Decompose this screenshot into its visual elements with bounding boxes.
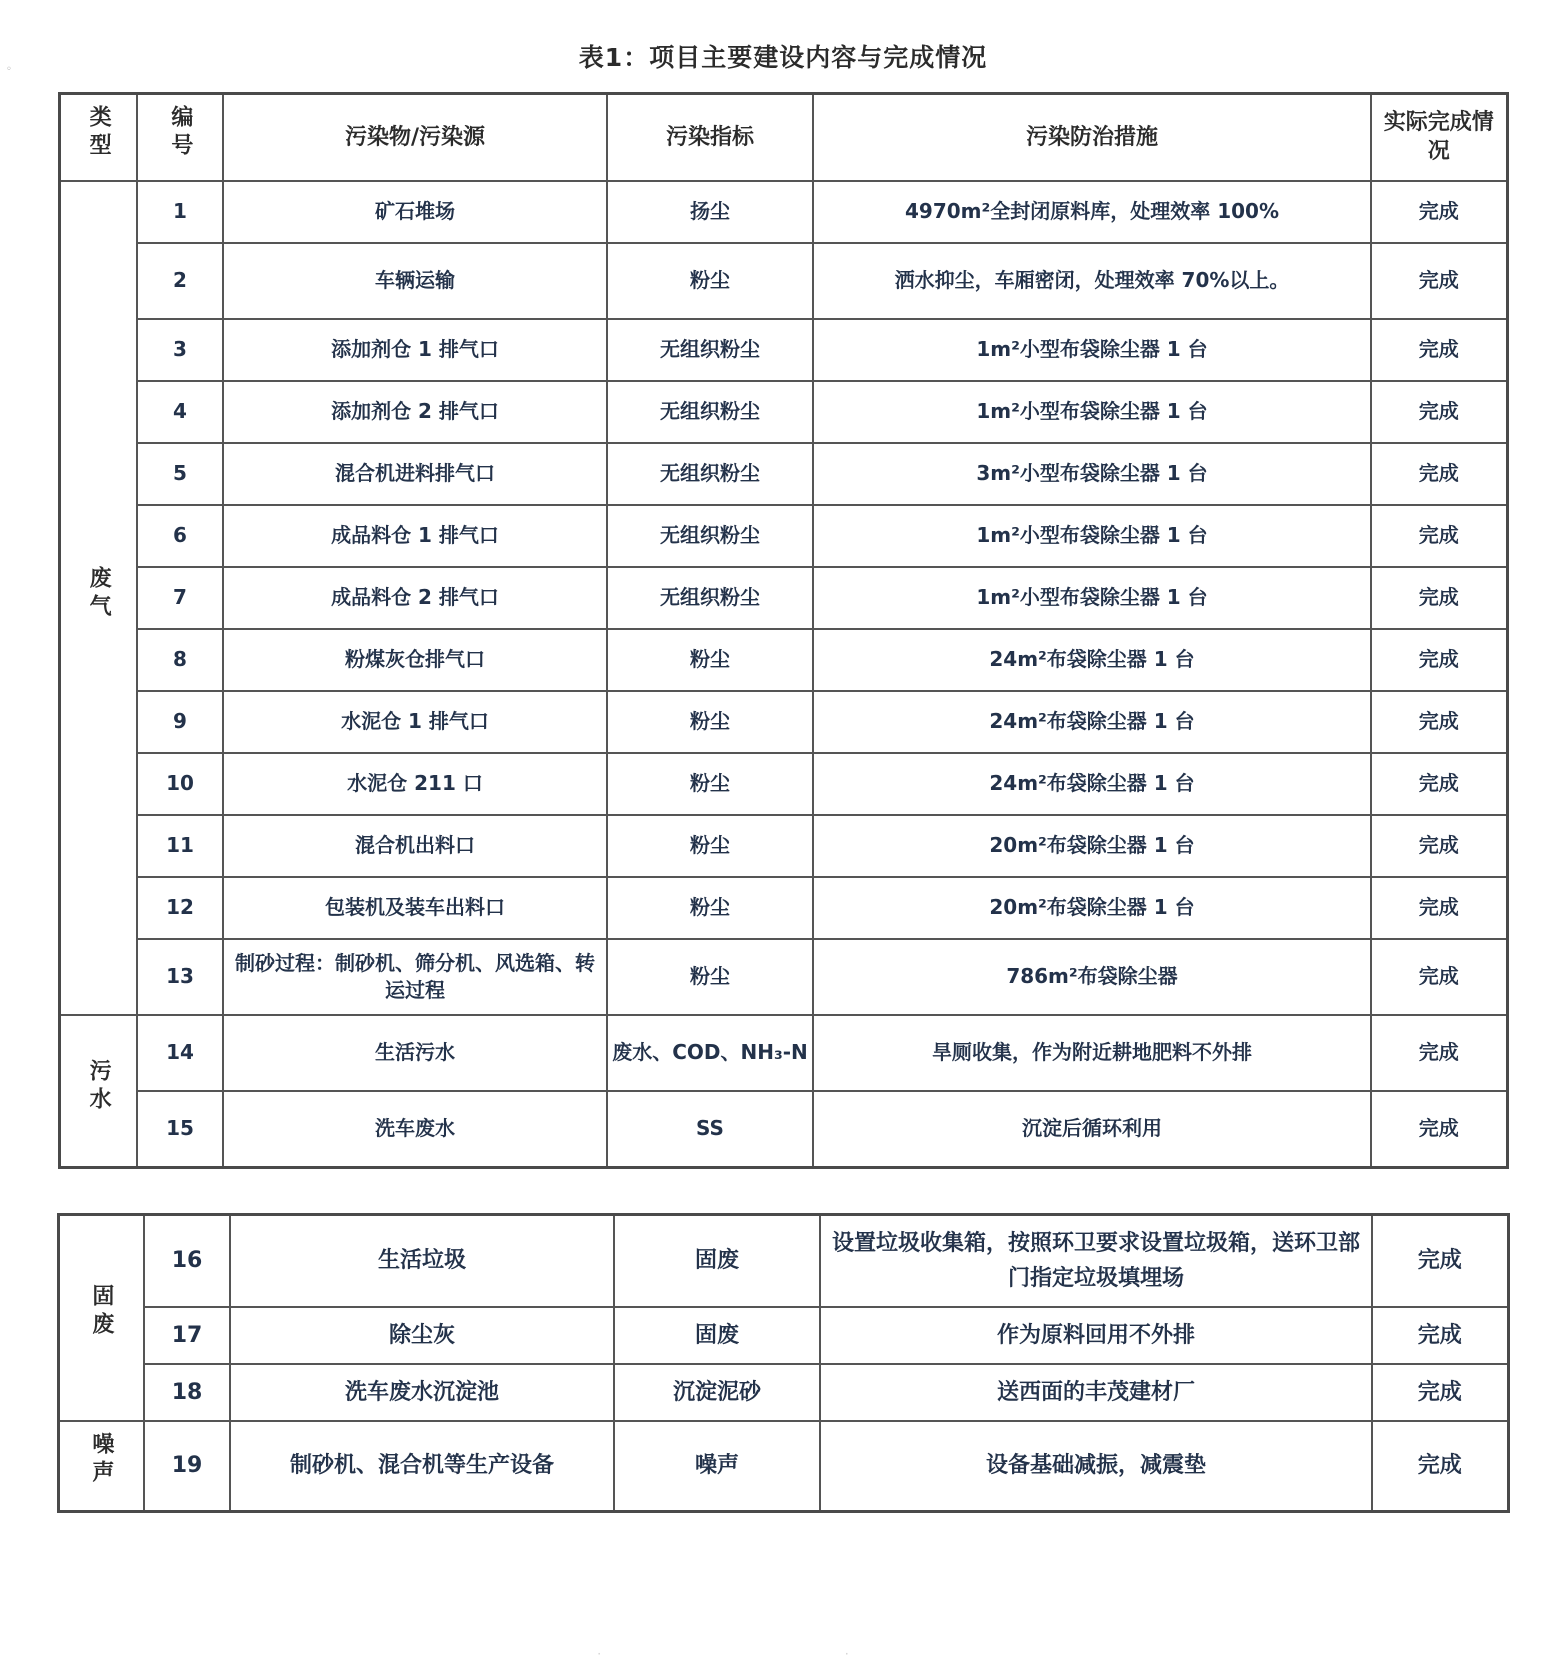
cell-no: 3 — [137, 319, 223, 381]
table-spacer — [0, 1169, 1566, 1213]
cell-index: 沉淀泥砂 — [614, 1364, 820, 1421]
table-row — [58, 1307, 1508, 1364]
cell-index: 无组织粉尘 — [607, 443, 813, 505]
cell-index: 无组织粉尘 — [607, 567, 813, 629]
cell-source: 生活垃圾 — [230, 1214, 614, 1307]
table-row — [59, 1015, 1507, 1091]
group-label-solid-waste: 固废 — [58, 1214, 144, 1421]
cell-measure: 24m²布袋除尘器 1 台 — [813, 691, 1371, 753]
cell-index: 粉尘 — [607, 753, 813, 815]
cell-status: 完成 — [1371, 443, 1507, 505]
cell-measure: 786m²布袋除尘器 — [813, 939, 1371, 1015]
cell-source: 混合机出料口 — [223, 815, 607, 877]
cell-measure: 20m²布袋除尘器 1 台 — [813, 877, 1371, 939]
cell-index: 粉尘 — [607, 877, 813, 939]
cell-measure: 24m²布袋除尘器 1 台 — [813, 753, 1371, 815]
cell-index: 粉尘 — [607, 691, 813, 753]
cell-index: 噪声 — [614, 1421, 820, 1511]
cell-no: 2 — [137, 243, 223, 319]
cell-measure: 洒水抑尘，车厢密闭，处理效率 70%以上。 — [813, 243, 1371, 319]
cell-status: 完成 — [1371, 319, 1507, 381]
page-edge-marker: ◦ — [6, 64, 12, 75]
table-header-row — [59, 94, 1507, 181]
cell-index: 无组织粉尘 — [607, 381, 813, 443]
header-measure: 污染防治措施 — [813, 94, 1371, 181]
cell-measure: 设置垃圾收集箱，按照环卫要求设置垃圾箱，送环卫部门指定垃圾填埋场 — [820, 1214, 1372, 1307]
table-row — [58, 1364, 1508, 1421]
group-label-waste-gas: 废气 — [59, 181, 137, 1015]
cell-index: 扬尘 — [607, 181, 813, 243]
header-index: 污染指标 — [607, 94, 813, 181]
table-row — [59, 567, 1507, 629]
header-no: 编号 — [137, 94, 223, 181]
cell-source: 水泥仓 1 排气口 — [223, 691, 607, 753]
cell-measure: 20m²布袋除尘器 1 台 — [813, 815, 1371, 877]
cell-no: 15 — [137, 1091, 223, 1168]
table-row — [59, 381, 1507, 443]
header-type: 类型 — [59, 94, 137, 181]
page-footer-marks: · · — [597, 1647, 969, 1661]
cell-measure: 沉淀后循环利用 — [813, 1091, 1371, 1168]
cell-source: 成品料仓 2 排气口 — [223, 567, 607, 629]
cell-status: 完成 — [1371, 753, 1507, 815]
cell-measure: 3m²小型布袋除尘器 1 台 — [813, 443, 1371, 505]
cell-source: 混合机进料排气口 — [223, 443, 607, 505]
cell-status: 完成 — [1371, 381, 1507, 443]
cell-measure: 24m²布袋除尘器 1 台 — [813, 629, 1371, 691]
cell-no: 18 — [144, 1364, 230, 1421]
cell-source: 车辆运输 — [223, 243, 607, 319]
cell-index: 粉尘 — [607, 629, 813, 691]
cell-status: 完成 — [1371, 939, 1507, 1015]
header-source: 污染物/污染源 — [223, 94, 607, 181]
construction-content-table — [58, 92, 1509, 1169]
cell-no: 4 — [137, 381, 223, 443]
cell-source: 除尘灰 — [230, 1307, 614, 1364]
cell-no: 1 — [137, 181, 223, 243]
cell-no: 9 — [137, 691, 223, 753]
cell-status: 完成 — [1371, 629, 1507, 691]
cell-source: 制砂过程：制砂机、筛分机、风选箱、转运过程 — [223, 939, 607, 1015]
cell-measure: 1m²小型布袋除尘器 1 台 — [813, 319, 1371, 381]
table-row — [59, 505, 1507, 567]
cell-index: 粉尘 — [607, 815, 813, 877]
cell-status: 完成 — [1371, 567, 1507, 629]
group-label-noise: 噪声 — [58, 1421, 144, 1511]
table-row — [59, 877, 1507, 939]
cell-status: 完成 — [1372, 1421, 1508, 1511]
cell-measure: 送西面的丰茂建材厂 — [820, 1364, 1372, 1421]
cell-no: 13 — [137, 939, 223, 1015]
cell-status: 完成 — [1371, 691, 1507, 753]
cell-no: 11 — [137, 815, 223, 877]
cell-status: 完成 — [1371, 243, 1507, 319]
cell-source: 粉煤灰仓排气口 — [223, 629, 607, 691]
cell-status: 完成 — [1371, 1091, 1507, 1168]
table-row — [58, 1421, 1508, 1511]
cell-status: 完成 — [1371, 815, 1507, 877]
table-row — [59, 243, 1507, 319]
cell-status: 完成 — [1371, 877, 1507, 939]
cell-index: 固废 — [614, 1214, 820, 1307]
cell-no: 8 — [137, 629, 223, 691]
table-row — [59, 181, 1507, 243]
table-row — [58, 1214, 1508, 1307]
cell-source: 包装机及装车出料口 — [223, 877, 607, 939]
cell-measure: 旱厕收集，作为附近耕地肥料不外排 — [813, 1015, 1371, 1091]
cell-measure: 设备基础减振，减震垫 — [820, 1421, 1372, 1511]
cell-source: 制砂机、混合机等生产设备 — [230, 1421, 614, 1511]
cell-no: 6 — [137, 505, 223, 567]
table-row — [59, 815, 1507, 877]
table-row — [59, 753, 1507, 815]
cell-no: 17 — [144, 1307, 230, 1364]
cell-index: 无组织粉尘 — [607, 505, 813, 567]
cell-status: 完成 — [1371, 1015, 1507, 1091]
table-row — [59, 319, 1507, 381]
construction-content-table-continued — [57, 1213, 1510, 1513]
cell-source: 洗车废水沉淀池 — [230, 1364, 614, 1421]
cell-no: 10 — [137, 753, 223, 815]
cell-no: 16 — [144, 1214, 230, 1307]
cell-status: 完成 — [1372, 1307, 1508, 1364]
cell-index: 无组织粉尘 — [607, 319, 813, 381]
page-title: 表1：项目主要建设内容与完成情况 — [578, 43, 988, 72]
table-row — [59, 691, 1507, 753]
cell-index: 固废 — [614, 1307, 820, 1364]
table-row — [59, 1091, 1507, 1168]
cell-no: 7 — [137, 567, 223, 629]
cell-index: SS — [607, 1091, 813, 1168]
table-row — [59, 939, 1507, 1015]
cell-measure: 1m²小型布袋除尘器 1 台 — [813, 505, 1371, 567]
header-status: 实际完成情况 — [1371, 94, 1507, 181]
cell-index: 粉尘 — [607, 939, 813, 1015]
cell-status: 完成 — [1372, 1214, 1508, 1307]
table-row — [59, 443, 1507, 505]
cell-index: 粉尘 — [607, 243, 813, 319]
cell-status: 完成 — [1371, 505, 1507, 567]
cell-no: 5 — [137, 443, 223, 505]
cell-source: 添加剂仓 1 排气口 — [223, 319, 607, 381]
cell-no: 19 — [144, 1421, 230, 1511]
cell-source: 成品料仓 1 排气口 — [223, 505, 607, 567]
cell-source: 矿石堆场 — [223, 181, 607, 243]
cell-no: 14 — [137, 1015, 223, 1091]
cell-measure: 1m²小型布袋除尘器 1 台 — [813, 567, 1371, 629]
cell-status: 完成 — [1372, 1364, 1508, 1421]
group-label-wastewater: 污水 — [59, 1015, 137, 1168]
table-row — [59, 629, 1507, 691]
cell-measure: 4970m²全封闭原料库，处理效率 100% — [813, 181, 1371, 243]
cell-measure: 1m²小型布袋除尘器 1 台 — [813, 381, 1371, 443]
cell-source: 水泥仓 211 口 — [223, 753, 607, 815]
cell-source: 生活污水 — [223, 1015, 607, 1091]
cell-index: 废水、COD、NH₃-N — [607, 1015, 813, 1091]
cell-status: 完成 — [1371, 181, 1507, 243]
cell-measure: 作为原料回用不外排 — [820, 1307, 1372, 1364]
cell-no: 12 — [137, 877, 223, 939]
cell-source: 添加剂仓 2 排气口 — [223, 381, 607, 443]
cell-source: 洗车废水 — [223, 1091, 607, 1168]
